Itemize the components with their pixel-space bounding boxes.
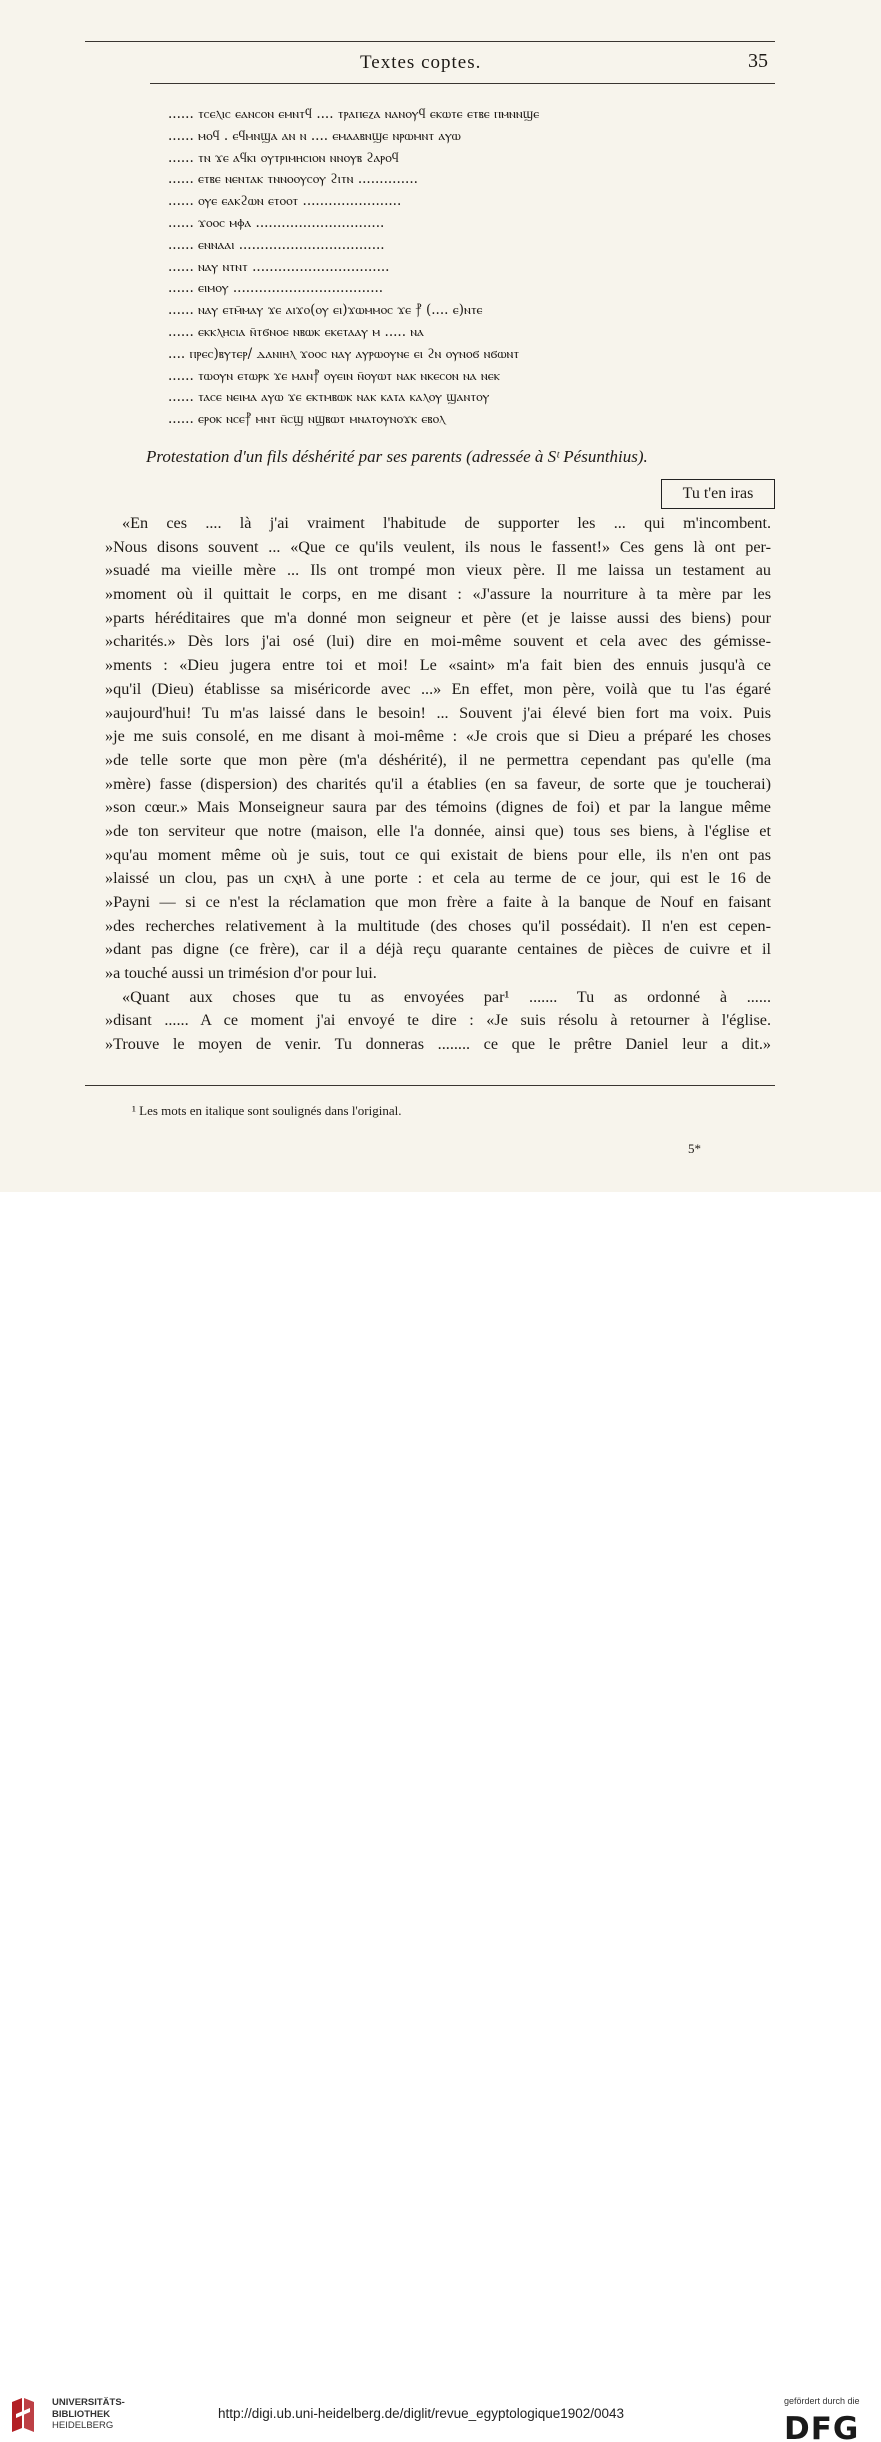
paragraph-line: »de telle sorte que mon père (m'a déshérité), il ne permettra cependant pas qu'elle (ma xyxy=(105,750,771,769)
paragraph-line: »Trouve le moyen de venir. Tu donneras ........ ce que le prêtre Daniel leur a dit.» xyxy=(105,1035,771,1054)
paragraph-line: «Quant aux choses que tu as envoyées par¹ ....... Tu as ordonné à ...... xyxy=(122,987,771,1006)
coptic-line: ...... ⲟⲩⲉ ⲉⲁⲕϩⲱⲛ ⲉⲧⲟⲟⲧ ....................... xyxy=(168,193,402,210)
printer-signature: 5* xyxy=(688,1141,701,1156)
boxed-annotation: Tu t'en iras xyxy=(661,479,775,509)
paragraph-line: »mère) fasse (dispersion) des charités qu'il a établies (en sa faveur, de sorte que je toucherai) xyxy=(105,774,771,793)
footnote: ¹ Les mots en italique sont soulignés dans l'original. xyxy=(132,1103,402,1118)
paragraph-line: »Payni — si ce n'est la réclamation que mon frère a faite à la banque de Nouf en faisant xyxy=(105,893,771,911)
coptic-line: .... ⲡⲣⲉⲥ)ⲃⲩⲧⲉⲣ/ ⲇⲁⲛⲓⲏⲗ ϫⲟⲟⲥ ⲛⲁⲩ ⲁⲩⲣⲱⲟⲩⲛⲉ ⲉⲓ ϩⲛ ⲟⲩⲛⲟϭ ⲛϭⲱⲛⲧ xyxy=(168,345,520,362)
paragraph-line: »qu'il (Dieu) établisse sa miséricorde avec ...» En effet, mon père, voilà que tu l'as égaré xyxy=(105,679,771,698)
coptic-line: ...... ⲧⲛ ϫⲉ ⲁϥⲕⲓ ⲟⲩⲧⲣⲓⲙⲏⲥⲓⲟⲛ ⲛⲛⲟⲩⲃ ϩⲁⲣⲟϥ xyxy=(168,149,399,166)
paragraph-line: »ments : «Dieu jugera entre toi et moi! Le «saint» m'a fait bien des ennuis jusqu'à ce xyxy=(105,656,771,675)
paragraph-line: »je me suis consolé, en me disant à moi-même : «Je crois que si Dieu a préparé les choses xyxy=(105,727,771,746)
coptic-line: ...... ⲛⲁⲩ ⲛⲧⲛⲧ ................................ xyxy=(168,258,390,275)
coptic-line: ...... ⲙⲟϥ . ⲉϥⲙⲛϣⲁ ⲁⲛ ⲛ .... ⲉⲙⲁⲁⲃⲛϣⲉ ⲛⲣⲱⲙⲛⲧ ⲁⲩⲱ xyxy=(168,127,461,144)
coptic-line: ...... ⲧⲱⲟⲩⲛ ⲉⲧⲱⲣⲕ ϫⲉ ⲙⲁⲛ⳨ ⲟⲩⲉⲓⲛ ⲛ̄ⲟⲩⲱⲧ ⲛⲁⲕ ⲛⲕⲉⲥⲟⲛ ⲛⲁ ⲛⲉⲕ xyxy=(168,367,500,384)
coptic-line: ...... ⲧⲥⲉⲗⲓⲥ ⲉⲁⲛⲥⲟⲛ ⲉⲙⲛⲧϥ .... ⲧⲣⲁⲡⲉⲍⲁ ⲛⲁⲛⲟⲩϥ ⲉⲕⲱⲧⲉ ⲉⲧⲃⲉ ⲡⲙⲛⲛϣⲉ xyxy=(168,106,540,122)
institution-line: BIBLIOTHEK xyxy=(52,2408,111,2420)
source-url-link[interactable]: http://digi.ub.uni-heidelberg.de/diglit/revue_egyptologique1902/0043 xyxy=(218,2406,625,2421)
footnote-rule xyxy=(85,1085,775,1086)
coptic-line: ...... ⲉⲧⲃⲉ ⲛⲉⲛⲧⲁⲕ ⲧⲛⲛⲟⲟⲩⲥⲟⲩ ϩⲓⲧⲛ .............. xyxy=(168,171,418,188)
paragraph-line: »suadé ma vieille mère ... Ils ont trompé mon vieux père. Il me laissa un testament au xyxy=(105,561,771,580)
paragraph-line: »qu'au moment même où je suis, tout ce qui existait de biens pour elle, ils n'en ont pas xyxy=(105,845,771,864)
institution-line: HEIDELBERG xyxy=(52,2420,114,2431)
paragraph-line: »aujourd'hui! Tu m'as laissé dans le besoin! ... Souvent j'ai élevé bien fort ma voix. Puis xyxy=(105,703,771,722)
coptic-line: ...... ⲉⲕⲕⲗⲏⲥⲓⲁ ⲛ̄ⲧϭⲛⲟⲉ ⲛⲃⲱⲕ ⲉⲕⲉⲧⲁⲁⲩ ⲙ ..... ⲛⲁ xyxy=(168,323,424,340)
coptic-line: ...... ⲧⲁⲥⲉ ⲛⲉⲓⲙⲁ ⲁⲩⲱ ϫⲉ ⲉⲕⲧⲙⲃⲱⲕ ⲛⲁⲕ ⲕⲁⲧⲁ ⲕⲁⲗⲟⲩ ϣⲁⲛⲧⲟⲩ xyxy=(168,389,490,406)
paragraph-line: »a touché aussi un trimésion d'or pour lui. xyxy=(105,964,377,983)
paragraph-line: »des recherches relativement à la multitude (des choses qu'il possédait). Il n'en est cepen- xyxy=(105,916,771,935)
funded-by-label: gefördert durch die xyxy=(784,2396,860,2406)
paragraph-line: »moment où il quittait le corps, en me disant : «J'assure la nourriture à ta mère par les xyxy=(105,585,771,604)
coptic-line: ...... ϫⲟⲟⲥ ⲙⲫⲁ .............................. xyxy=(168,214,385,231)
paragraph-line: »disant ...... A ce moment j'ai envoyé te dire : «Je suis résolu à retourner à l'église. xyxy=(105,1011,771,1030)
institution-name xyxy=(52,2397,125,2432)
header-top-rule xyxy=(85,41,775,42)
paragraph-line: «En ces .... là j'ai vraiment l'habitude de supporter les ... qui m'incombent. xyxy=(122,514,771,532)
paragraph-line: »son cœur.» Mais Monseigneur saura par des témoins (dignes de foi) et par la langue même xyxy=(105,798,771,817)
university-library-logo-icon xyxy=(8,2394,44,2436)
institution-line: UNIVERSITÄTS- xyxy=(52,2397,125,2408)
paragraph-line: »dant pas digne (ce frère), car il a déjà reçu quarante centaines de pièces de cuivre et il xyxy=(105,940,771,959)
coptic-text-block xyxy=(168,104,728,431)
paragraph-line: »parts héréditaires que m'a donné mon seigneur et père (et je laisse aussi des biens) pour xyxy=(105,608,771,627)
running-header-title: Textes coptes. xyxy=(360,52,482,73)
paragraph-line: »charités.» Dès lors j'ai osé (lui) dire en moi-même souvent et cela avec des gémisse- xyxy=(105,632,771,651)
paragraph-line: »de ton serviteur que notre (maison, elle l'a donnée, ainsi que) tous ses biens, à l'église et xyxy=(105,821,771,840)
paragraph-line: »laissé un clou, pas un ⲥⲭⲏⲗ à une porte : et cela au terme de ce jour, qui est le 16 de xyxy=(105,869,771,888)
section-caption: Protestation d'un fils déshérité par ses parents (adressée à Sᵗ Pésunthius). xyxy=(146,447,648,466)
coptic-line: ...... ⲉⲣⲟⲕ ⲛⲥⲉ⳨ ⲙⲛⲧ ⲛ̄ⲥϣ ⲛϣⲃⲱⲧ ⲙⲛⲁⲧⲟⲩⲛⲟϫⲕ ⲉⲃⲟⲗ xyxy=(168,411,446,428)
dfg-logo-text: DFG xyxy=(784,2412,860,2442)
header-bottom-rule xyxy=(150,83,775,84)
translation-paragraph xyxy=(105,512,771,1057)
coptic-line: ...... ⲛⲁⲩ ⲉⲧⲙ̄ⲙⲁⲩ ϫⲉ ⲁⲓϫⲟ(ⲟⲩ ⲉⲓ)ϫⲱⲙⲙⲟⲥ ϫⲉ ⳨ (.... ⲉ)ⲛⲧⲉ xyxy=(168,302,483,319)
coptic-line: ...... ⲉⲓⲙⲟⲩ ................................... xyxy=(168,280,384,297)
paragraph-line: »Nous disons souvent ... «Que ce qu'ils veulent, ils nous le fassent!» Ces gens là ont per- xyxy=(105,537,771,556)
coptic-line: ...... ⲉⲛⲛⲁⲁⲓ .................................. xyxy=(168,236,385,253)
page-number: 35 xyxy=(748,50,768,72)
dfg-logo-icon xyxy=(784,2412,872,2442)
scanned-page xyxy=(0,0,881,1192)
digitization-footer xyxy=(0,1192,881,2442)
